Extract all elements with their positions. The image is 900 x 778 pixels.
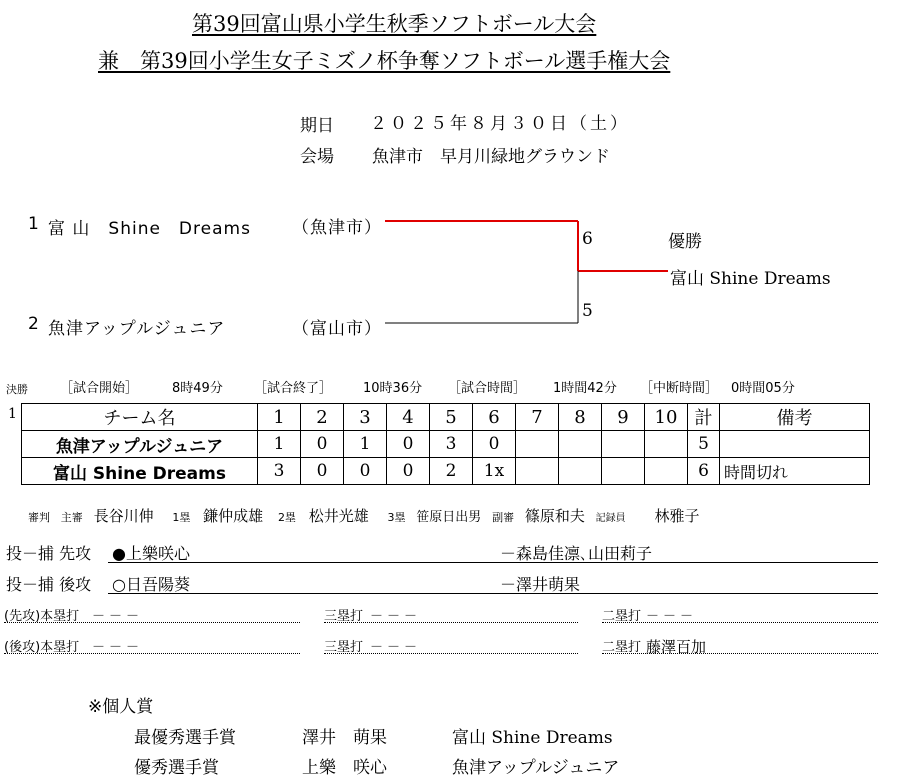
award-1-title: 最優秀選手賞 <box>134 728 236 748</box>
table-row <box>22 458 870 485</box>
team1-score: 6 <box>582 229 593 249</box>
header-inning-7: 7 <box>516 404 559 431</box>
header-total: 計 <box>688 404 720 431</box>
first-double-label: 二塁打 <box>602 609 642 624</box>
date-label: 期日 <box>300 116 334 136</box>
row1-inning-1: 1 <box>258 431 301 458</box>
third-base-label: 3塁 <box>387 511 406 524</box>
header-inning-8: 8 <box>559 404 602 431</box>
team2-city: （富山市） <box>292 319 382 339</box>
first-hr-value: －－－ <box>92 609 144 624</box>
bracket-lines <box>0 0 900 350</box>
first-hr-label: (先攻)本塁打 <box>4 609 80 624</box>
sub-umpire: 篠原和夫 <box>524 507 585 525</box>
team2-seed: 2 <box>28 314 40 334</box>
row1-inning-9 <box>602 431 645 458</box>
first-triple-line <box>324 622 578 623</box>
first-double-value: －－－ <box>646 609 698 624</box>
chief-label: 主審 <box>60 511 83 524</box>
row2-inning-1: 3 <box>258 458 301 485</box>
first-hr-line <box>4 622 300 623</box>
second-triple-line <box>324 653 578 654</box>
second-double-line <box>602 653 878 654</box>
header-remarks: 備考 <box>720 404 870 431</box>
second-base-label: 2塁 <box>277 511 296 524</box>
header-team: チーム名 <box>22 404 258 431</box>
umpires-row <box>28 505 699 526</box>
first-base-label: 1塁 <box>172 511 191 524</box>
start-value: 8時49分 <box>172 381 223 396</box>
row2-inning-8 <box>559 458 602 485</box>
winner-label: 優勝 <box>668 232 702 252</box>
title-line-2: 兼 第39回小学生女子ミズノ杯争奪ソフトボール選手権大会 <box>98 49 671 73</box>
chief-umpire: 長谷川伸 <box>93 507 154 525</box>
battery-first-prefix: 投－捕 先攻 <box>6 544 92 563</box>
row1-total: 5 <box>688 431 720 458</box>
third-base-umpire: 笹原日出男 <box>416 510 482 525</box>
recorder-label: 記録員 <box>595 513 626 524</box>
row2-team: 富山 Shine Dreams <box>22 458 258 485</box>
row1-inning-6: 0 <box>473 431 516 458</box>
recorder: 林雅子 <box>654 507 700 525</box>
header-inning-5: 5 <box>430 404 473 431</box>
table-row <box>22 431 870 458</box>
second-triple-value: －－－ <box>370 640 422 655</box>
team1-city: （魚津市） <box>292 218 382 238</box>
row2-inning-2: 0 <box>301 458 344 485</box>
row1-inning-7 <box>516 431 559 458</box>
game-number: 1 <box>8 406 17 422</box>
row1-inning-2: 0 <box>301 431 344 458</box>
second-hr-value: －－－ <box>92 640 144 655</box>
first-double-line <box>602 622 878 623</box>
row2-inning-10 <box>645 458 688 485</box>
second-triple-label: 三塁打 <box>324 640 364 655</box>
row1-inning-5: 3 <box>430 431 473 458</box>
award-1-player: 澤井 萌果 <box>302 728 387 748</box>
team1-seed: 1 <box>28 214 40 234</box>
row1-team: 魚津アップルジュニア <box>22 431 258 458</box>
row1-inning-4: 0 <box>387 431 430 458</box>
header-inning-1: 1 <box>258 404 301 431</box>
duration-value: 1時間42分 <box>553 381 617 396</box>
header-inning-3: 3 <box>344 404 387 431</box>
venue-label: 会場 <box>300 147 334 167</box>
umpires-label: 審判 <box>28 511 50 524</box>
header-inning-6: 6 <box>473 404 516 431</box>
row2-inning-3: 0 <box>344 458 387 485</box>
award-2-player: 上樂 咲心 <box>302 758 387 778</box>
first-triple-label: 三塁打 <box>324 609 364 624</box>
team2-name: 魚津アップルジュニア <box>48 319 226 339</box>
date-value: ２０２５年８月３０日（土） <box>370 114 630 134</box>
pause-label: ［中断時間］ <box>640 381 719 396</box>
second-double-value: 藤澤百加 <box>646 638 707 656</box>
header-inning-4: 4 <box>387 404 430 431</box>
pause-value: 0時間05分 <box>731 381 795 396</box>
award-2-title: 優秀選手賞 <box>134 758 219 778</box>
second-double-label: 二塁打 <box>602 640 642 655</box>
row2-inning-7 <box>516 458 559 485</box>
team2-score: 5 <box>582 301 593 321</box>
end-value: 10時36分 <box>363 381 423 396</box>
award-1-team: 富山 Shine Dreams <box>452 728 613 748</box>
start-label: ［試合開始］ <box>60 381 139 396</box>
title-line-1: 第39回富山県小学生秋季ソフトボール大会 <box>192 12 597 36</box>
row2-inning-6: 1x <box>473 458 516 485</box>
first-triple-value: －－－ <box>370 609 422 624</box>
battery-second-catcher: －澤井萌果 <box>500 575 581 594</box>
battery-second-pitcher: ○日吾陽葵 <box>112 575 190 594</box>
winner-name: 富山 Shine Dreams <box>670 269 831 289</box>
battery-second-underline <box>108 593 878 594</box>
header-inning-10: 10 <box>645 404 688 431</box>
row1-inning-3: 1 <box>344 431 387 458</box>
venue-value: 魚津市 早月川緑地グラウンド <box>372 147 610 167</box>
row2-total: 6 <box>688 458 720 485</box>
battery-second-prefix: 投－捕 後攻 <box>6 575 92 594</box>
team1-name: 富 山 Shine Dreams <box>48 219 251 239</box>
first-base-umpire: 鎌仲成雄 <box>203 507 264 525</box>
header-inning-9: 9 <box>602 404 645 431</box>
scoreboard-header-row <box>22 404 870 431</box>
awards-heading: ※個人賞 <box>88 697 154 717</box>
row2-inning-9 <box>602 458 645 485</box>
battery-first-catcher: －森島佳凛､山田莉子 <box>500 544 653 563</box>
end-label: ［試合終了］ <box>254 381 333 396</box>
round-label: 決勝 <box>6 383 28 396</box>
row1-remarks <box>720 431 870 458</box>
second-hr-line <box>4 653 300 654</box>
duration-label: ［試合時間］ <box>448 381 527 396</box>
row2-inning-4: 0 <box>387 458 430 485</box>
row1-inning-8 <box>559 431 602 458</box>
second-base-umpire: 松井光雄 <box>308 507 369 525</box>
scoreboard-table <box>21 403 870 485</box>
award-2-team: 魚津アップルジュニア <box>452 758 620 778</box>
row1-inning-10 <box>645 431 688 458</box>
battery-first-underline <box>108 562 878 563</box>
sub-umpire-label: 副審 <box>492 511 515 524</box>
battery-first-pitcher: ●上樂咲心 <box>112 544 190 563</box>
second-hr-label: (後攻)本塁打 <box>4 640 80 655</box>
row2-inning-5: 2 <box>430 458 473 485</box>
row2-remarks: 時間切れ <box>720 458 870 485</box>
header-inning-2: 2 <box>301 404 344 431</box>
